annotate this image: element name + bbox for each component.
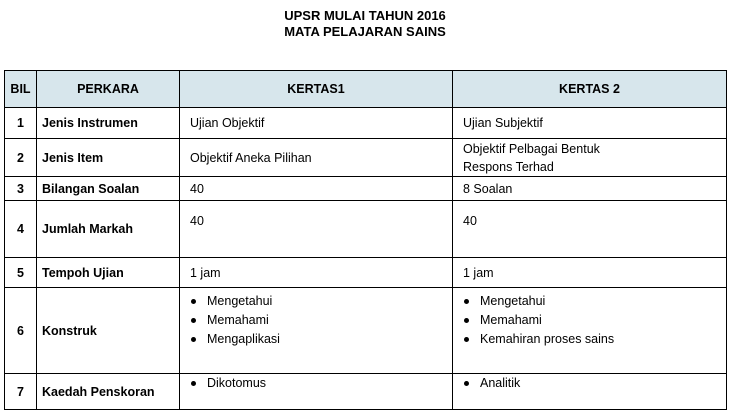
table-row <box>5 201 727 258</box>
row-number: 4 <box>5 201 37 258</box>
row-number: 5 <box>5 258 37 288</box>
list-item: Mengetahui <box>190 292 444 311</box>
list-item: Memahami <box>190 311 444 330</box>
table-row <box>5 139 727 177</box>
table-row <box>5 374 727 410</box>
row-kertas2 <box>453 374 727 410</box>
row-kertas2 <box>453 139 727 177</box>
header-kertas2: KERTAS 2 <box>453 71 727 108</box>
comparison-table <box>4 70 727 410</box>
title-line-2: MATA PELAJARAN SAINS <box>284 24 446 39</box>
title-line-1: UPSR MULAI TAHUN 2016 <box>284 8 446 23</box>
title-block <box>0 8 730 40</box>
row-perkara: Kaedah Penskoran <box>37 374 180 410</box>
row-number: 2 <box>5 139 37 177</box>
row-number: 1 <box>5 108 37 139</box>
row-perkara: Jenis Item <box>37 139 180 177</box>
table-header-row <box>5 71 727 108</box>
row-kertas2: Ujian Subjektif <box>453 108 727 139</box>
bullet-list <box>463 374 718 393</box>
row-number: 3 <box>5 177 37 201</box>
row-perkara: Bilangan Soalan <box>37 177 180 201</box>
row-kertas1: 1 jam <box>180 258 453 288</box>
row-kertas2: 40 <box>453 201 727 258</box>
row-kertas2 <box>453 288 727 374</box>
header-kertas1: KERTAS1 <box>180 71 453 108</box>
row-number: 6 <box>5 288 37 374</box>
bullet-list <box>190 374 444 393</box>
header-perkara: PERKARA <box>37 71 180 108</box>
list-item: Analitik <box>463 374 718 393</box>
row-kertas2: 1 jam <box>453 258 727 288</box>
list-item: Dikotomus <box>190 374 444 393</box>
row-kertas1 <box>180 374 453 410</box>
table-row <box>5 288 727 374</box>
row-perkara: Jenis Instrumen <box>37 108 180 139</box>
header-bil: BIL <box>5 71 37 108</box>
list-item: Kemahiran proses sains <box>463 330 718 349</box>
list-item: Mengaplikasi <box>190 330 444 349</box>
row-perkara: Konstruk <box>37 288 180 374</box>
row-perkara: Jumlah Markah <box>37 201 180 258</box>
row-kertas2: 8 Soalan <box>453 177 727 201</box>
row-kertas1: Ujian Objektif <box>180 108 453 139</box>
table-row <box>5 258 727 288</box>
row-kertas1 <box>180 288 453 374</box>
row-kertas2-line2: Respons Terhad <box>463 159 554 174</box>
row-kertas1: 40 <box>180 201 453 258</box>
row-kertas1: 40 <box>180 177 453 201</box>
row-kertas2-line1: Objektif Pelbagai Bentuk <box>463 141 600 156</box>
row-kertas1: Objektif Aneka Pilihan <box>180 139 453 177</box>
list-item: Memahami <box>463 311 718 330</box>
table-row <box>5 108 727 139</box>
list-item: Mengetahui <box>463 292 718 311</box>
row-number: 7 <box>5 374 37 410</box>
bullet-list <box>463 292 718 349</box>
bullet-list <box>190 292 444 349</box>
row-perkara: Tempoh Ujian <box>37 258 180 288</box>
table-row <box>5 177 727 201</box>
